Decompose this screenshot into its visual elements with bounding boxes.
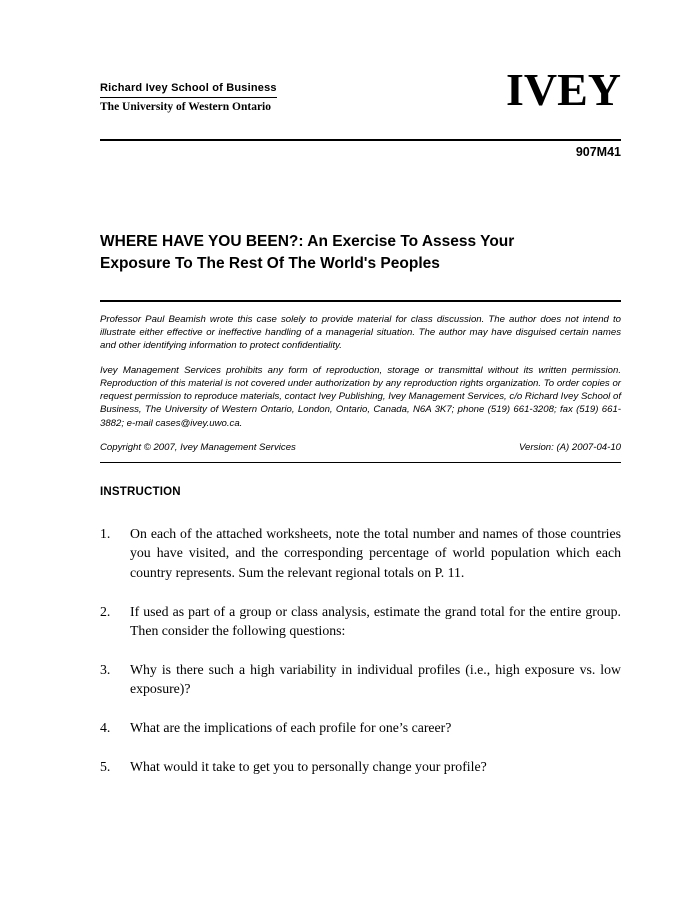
section-heading: INSTRUCTION bbox=[100, 485, 181, 498]
disclaimer-rule bbox=[100, 462, 621, 463]
list-item-text: What would it take to get you to personally change your profile? bbox=[130, 758, 487, 774]
copyright-notice: Copyright © 2007, Ivey Management Services bbox=[100, 441, 296, 453]
list-item bbox=[100, 524, 621, 583]
list-item-text: On each of the attached worksheets, note the total number and names of those countries you have visited, and the corresponding percentage of world population which each country represents. Sum the relevant regional totals on P. 11. bbox=[130, 525, 621, 581]
disclaimer-paragraph-2: Ivey Management Services prohibits any form of reproduction, storage or transmittal without its written permission. Reproduction of this material is not covered under authorization by any reproduction rights organization. To order copies or request permission to reproduce materials, contact Ivey Publishing, Ivey Management Services, c/o Richard Ivey School of Business, The University of Western Ontario, London, Ontario, Canada, N6A 3K7; phone (519) 661-3208; fax (519) 661-3882; e-mail cases@ivey.uwo.ca. bbox=[100, 364, 621, 429]
list-item bbox=[100, 602, 621, 641]
list-item bbox=[100, 660, 621, 699]
case-number: 907M41 bbox=[575, 145, 621, 159]
version-label: Version: (A) 2007-04-10 bbox=[518, 441, 621, 453]
school-block bbox=[100, 75, 277, 113]
title-rule bbox=[100, 300, 621, 302]
list-item-number: 3. bbox=[100, 661, 111, 677]
disclaimer-paragraph-1: Professor Paul Beamish wrote this case solely to provide material for class discussion. The author does not intend to illustrate either effective or ineffective handling of a managerial situation. The author may have disguised certain names and other identifying information to protect confidentiality. bbox=[100, 314, 621, 352]
list-item-text: What are the implications of each profile for one’s career? bbox=[130, 719, 452, 735]
header-rule bbox=[100, 139, 621, 141]
page-content bbox=[100, 0, 621, 795]
list-item-text: If used as part of a group or class analysis, estimate the grand total for the entire group. Then consider the following questions: bbox=[130, 603, 621, 639]
list-item-number: 2. bbox=[100, 603, 111, 619]
document-title: WHERE HAVE YOU BEEN?: An Exercise To Assess Your Exposure To The Rest Of The World's Peoples bbox=[100, 233, 515, 272]
copyright-row bbox=[100, 442, 621, 453]
instruction-list bbox=[100, 524, 621, 776]
list-item-number: 1. bbox=[100, 525, 111, 541]
list-item-number: 4. bbox=[100, 719, 111, 735]
list-item-text: Why is there such a high variability in individual profiles (i.e., high exposure vs. low exposure)? bbox=[130, 661, 621, 697]
list-item bbox=[100, 757, 621, 777]
page-header bbox=[100, 64, 621, 115]
school-name: Richard Ivey School of Business bbox=[100, 82, 277, 98]
list-item-number: 5. bbox=[100, 758, 111, 774]
ivey-logo: IVEY bbox=[505, 64, 621, 115]
university-name: The University of Western Ontario bbox=[100, 101, 271, 113]
list-item bbox=[100, 718, 621, 738]
